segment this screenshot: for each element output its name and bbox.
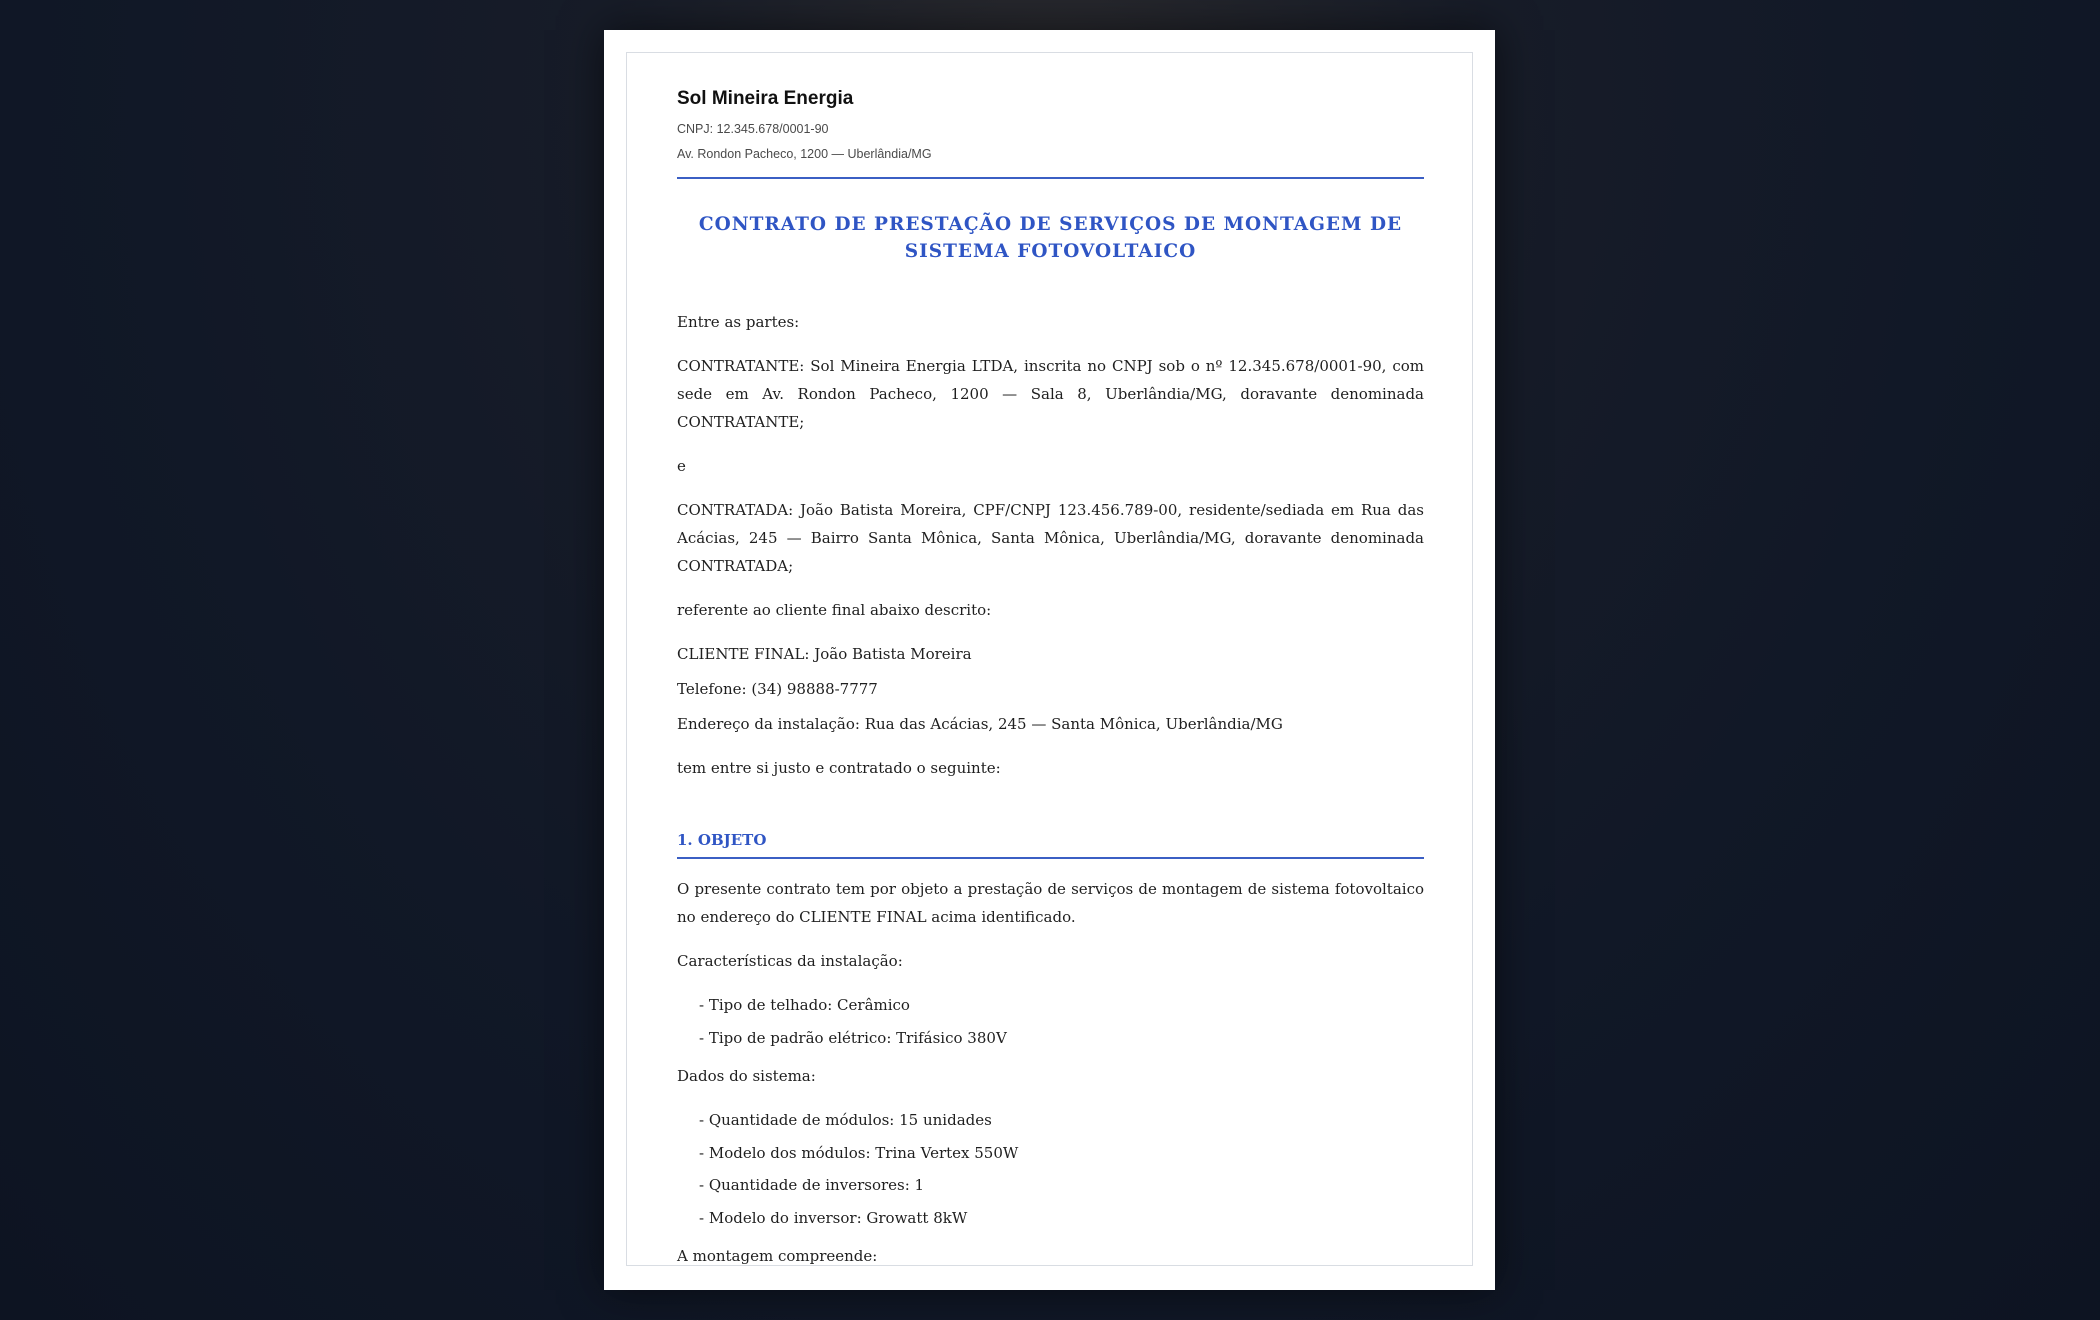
list-item: - Quantidade de módulos: 15 unidades xyxy=(699,1111,992,1129)
list-item: - Tipo de telhado: Cerâmico xyxy=(699,996,910,1014)
list-item: - Modelo dos módulos: Trina Vertex 550W xyxy=(699,1143,1019,1162)
objeto-body: O presente contrato tem por objeto a prestação de serviços de montagem de sistema fotovoltaico no endereço do CLIENTE FINAL acima identificado. xyxy=(677,880,1424,926)
parties-heading: Entre as partes: xyxy=(677,313,800,331)
list-item: - Tipo de padrão elétrico: Trifásico 380V xyxy=(699,1028,1007,1047)
contract-title: CONTRATO DE PRESTAÇÃO DE SERVIÇOS DE MONTAGEM DE SISTEMA FOTOVOLTAICO xyxy=(698,214,1403,262)
install-features-label: Características da instalação: xyxy=(677,952,903,970)
document-page xyxy=(604,30,1495,1290)
agreement-text: tem entre si justo e contratado o seguinte: xyxy=(677,759,1001,777)
company-address: Av. Rondon Pacheco, 1200 — Uberlândia/MG xyxy=(677,147,932,161)
header-divider xyxy=(677,177,1424,179)
company-cnpj: CNPJ: 12.345.678/0001-90 xyxy=(677,122,829,136)
final-client-phone: Telefone: (34) 98888-7777 xyxy=(677,680,878,698)
company-name: Sol Mineira Energia xyxy=(677,88,854,109)
final-client-intro: referente ao cliente final abaixo descrito: xyxy=(677,601,992,619)
conjunction-text: e xyxy=(677,457,686,475)
section-title-objeto: 1. OBJETO xyxy=(677,829,1424,859)
system-data-label: Dados do sistema: xyxy=(677,1067,816,1085)
list-item: - Modelo do inversor: Growatt 8kW xyxy=(699,1208,968,1227)
contratada-paragraph: CONTRATADA: João Batista Moreira, CPF/CNPJ 123.456.789-00, residente/sediada em Rua das Acácias, 245 — Bairro Santa Mônica, Santa Mônica, Uberlândia/MG, doravante denominada CONTRATADA; xyxy=(677,501,1424,575)
list-item: - Quantidade de inversores: 1 xyxy=(699,1176,925,1194)
scope-label: A montagem compreende: xyxy=(677,1247,878,1265)
install-features-list xyxy=(677,989,1424,1054)
system-data-list xyxy=(677,1104,1424,1234)
document-content xyxy=(677,53,1424,1266)
install-address: Endereço da instalação: Rua das Acácias, 245 — Santa Mônica, Uberlândia/MG xyxy=(677,715,1283,733)
contratante-paragraph: CONTRATANTE: Sol Mineira Energia LTDA, inscrita no CNPJ sob o nº 12.345.678/0001-90, com sede em Av. Rondon Pacheco, 1200 — Sala 8, Uberlândia/MG, doravante denominada CONTRATANTE; xyxy=(677,357,1424,431)
final-client-name: CLIENTE FINAL: João Batista Moreira xyxy=(677,645,972,663)
document-frame xyxy=(626,52,1473,1266)
